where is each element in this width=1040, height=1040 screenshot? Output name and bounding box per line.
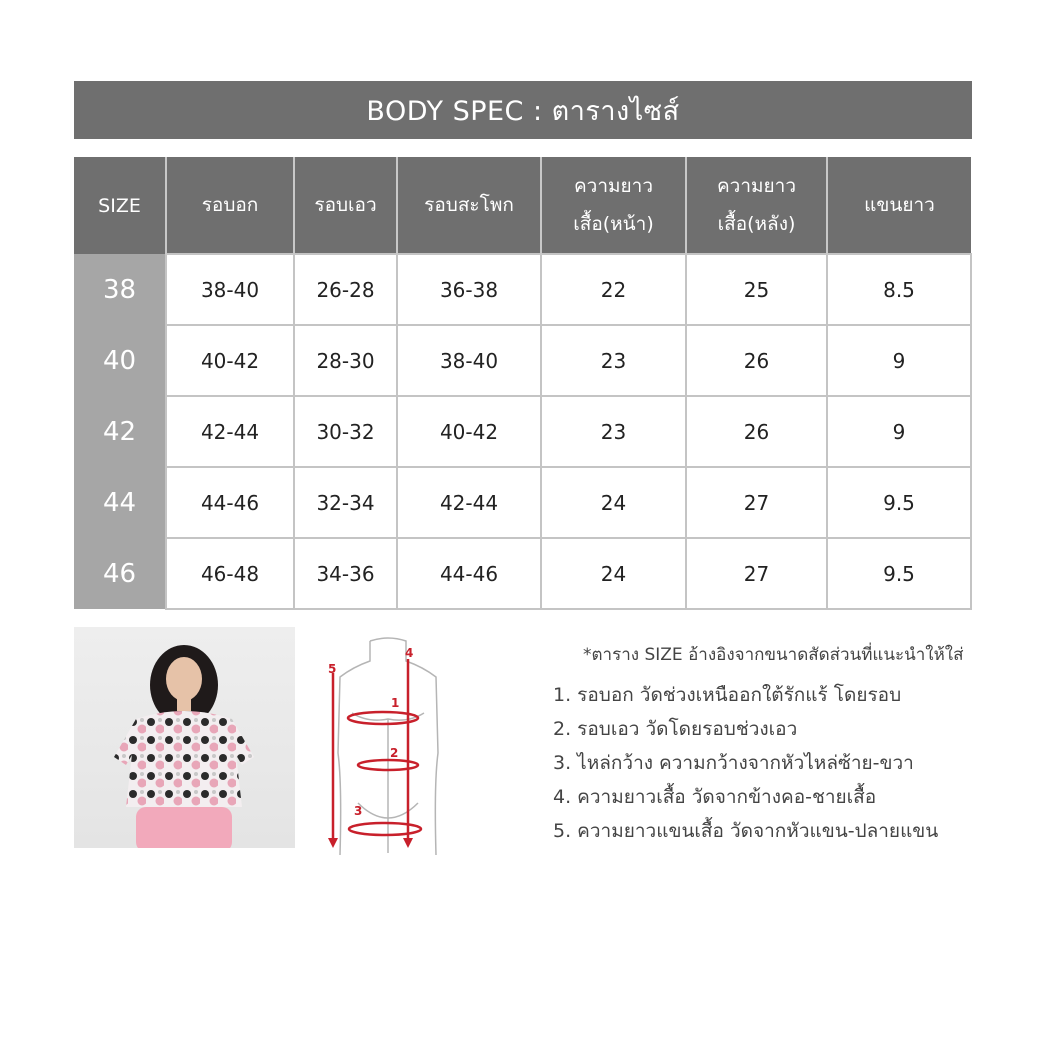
table-cell: 34-36 — [294, 538, 397, 609]
header-hip: รอบสะโพก — [397, 157, 541, 254]
table-row — [74, 325, 971, 396]
diagram-label-3: 3 — [354, 804, 363, 818]
size-cell: 42 — [74, 396, 166, 467]
table-cell: 36-38 — [397, 254, 541, 325]
table-cell: 32-34 — [294, 467, 397, 538]
header-sleeve-length: แขนยาว — [827, 157, 971, 254]
header-front-length: ความยาว เสื้อ(หน้า) — [541, 157, 686, 254]
table-row — [74, 254, 971, 325]
table-cell: 40-42 — [166, 325, 294, 396]
note-item: 4. ความยาวเสื้อ วัดจากข้างคอ-ชายเสื้อ — [553, 786, 877, 808]
header-size: SIZE — [74, 157, 166, 254]
table-cell: 26-28 — [294, 254, 397, 325]
table-cell: 24 — [541, 467, 686, 538]
table-cell: 9.5 — [827, 467, 971, 538]
table-cell: 26 — [686, 325, 827, 396]
body-outline-diagram — [318, 633, 458, 858]
measurement-diagram — [318, 633, 458, 858]
header-back-length: ความยาว เสื้อ(หลัง) — [686, 157, 827, 254]
table-cell: 23 — [541, 396, 686, 467]
table-cell: 9.5 — [827, 538, 971, 609]
diagram-label-5: 5 — [328, 662, 337, 676]
note-item: 5. ความยาวแขนเสื้อ วัดจากหัวแขน-ปลายแขน — [553, 820, 939, 842]
table-cell: 27 — [686, 538, 827, 609]
header-waist: รอบเอว — [294, 157, 397, 254]
page-title: BODY SPEC : ตารางไซส์ — [74, 81, 972, 139]
table-row — [74, 467, 971, 538]
size-chart-table — [74, 157, 972, 610]
size-cell: 46 — [74, 538, 166, 609]
note-item: 2. รอบเอว วัดโดยรอบช่วงเอว — [553, 718, 798, 740]
model-photo — [74, 627, 295, 848]
table-row — [74, 396, 971, 467]
diagram-label-4: 4 — [405, 646, 414, 660]
table-cell: 27 — [686, 467, 827, 538]
table-cell: 26 — [686, 396, 827, 467]
table-cell: 8.5 — [827, 254, 971, 325]
note-item: 3. ไหล่กว้าง ความกว้างจากหัวไหล่ซ้าย-ขวา — [553, 752, 914, 774]
table-cell: 30-32 — [294, 396, 397, 467]
table-cell: 46-48 — [166, 538, 294, 609]
table-cell: 44-46 — [397, 538, 541, 609]
table-cell: 42-44 — [397, 467, 541, 538]
size-cell: 44 — [74, 467, 166, 538]
size-cell: 38 — [74, 254, 166, 325]
measurement-notes — [553, 640, 993, 848]
table-cell: 25 — [686, 254, 827, 325]
table-cell: 44-46 — [166, 467, 294, 538]
table-cell: 22 — [541, 254, 686, 325]
table-cell: 38-40 — [166, 254, 294, 325]
note-item: 1. รอบอก วัดช่วงเหนืออกใต้รักแร้ โดยรอบ — [553, 684, 902, 706]
table-cell: 23 — [541, 325, 686, 396]
table-cell: 9 — [827, 325, 971, 396]
header-chest: รอบอก — [166, 157, 294, 254]
table-header-row — [74, 157, 971, 254]
diagram-label-2: 2 — [390, 746, 399, 760]
table-cell: 38-40 — [397, 325, 541, 396]
size-cell: 40 — [74, 325, 166, 396]
size-reference-note: *ตาราง SIZE อ้างอิงจากขนาดสัดส่วนที่แนะนำให้ใส่ — [583, 645, 964, 665]
table-cell: 9 — [827, 396, 971, 467]
table-row — [74, 538, 971, 609]
table-cell: 40-42 — [397, 396, 541, 467]
table-cell: 42-44 — [166, 396, 294, 467]
table-cell: 28-30 — [294, 325, 397, 396]
table-cell: 24 — [541, 538, 686, 609]
diagram-label-1: 1 — [391, 696, 400, 710]
model-photo-illustration — [74, 627, 295, 848]
